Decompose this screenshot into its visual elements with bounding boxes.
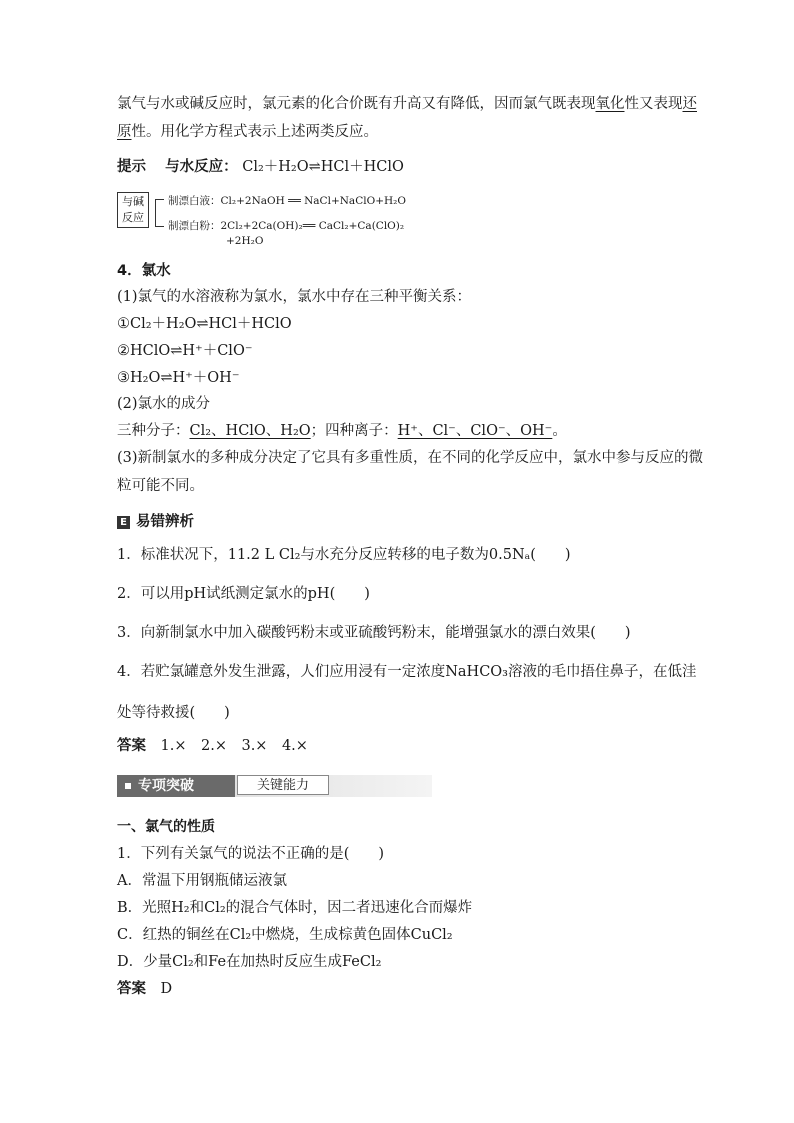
bleach-liquid-label: 制漂白液：: [168, 195, 221, 207]
equilibrium-2: ②HClO⇌H⁺＋ClO⁻: [117, 343, 253, 359]
box-line: 与碱: [122, 195, 144, 208]
equilibrium-3: ③H₂O⇌H⁺＋OH⁻: [117, 370, 240, 386]
period: 。: [552, 423, 567, 439]
bleach-powder-equation-cont: +2H₂O: [226, 235, 264, 247]
reduction-underlined: 原: [117, 124, 132, 140]
option-d: D．少量Cl₂和Fe在加热时反应生成FeCl₂: [117, 954, 382, 970]
error-question-4-line2: 处等待救援( ): [117, 705, 230, 721]
square-icon: [125, 783, 131, 789]
answer-label: 答案: [117, 980, 146, 997]
bleach-liquid-equation: Cl₂+2NaOH ══ NaCl+NaClO+H₂O: [220, 195, 406, 207]
box-line: 反应: [122, 211, 144, 224]
alkali-reaction-box: [117, 192, 149, 228]
error-answer: [117, 736, 308, 756]
option-b: B．光照H₂和Cl₂的混合气体时，因二者迅速化合而爆炸: [117, 900, 473, 916]
error-question-3: 3．向新制氯水中加入碳酸钙粉末或亚硫酸钙粉末，能增强氯水的漂白效果( ): [117, 625, 631, 641]
answer-values: 1.× 2.× 3.× 4.×: [160, 738, 308, 754]
practice-question: 1．下列有关氯气的说法不正确的是( ): [117, 846, 385, 862]
reduction-underlined: 还: [682, 96, 697, 112]
molecules-list: Cl₂、HClO、H₂O: [189, 423, 311, 439]
hint-label: 提示: [117, 158, 146, 175]
banner-left-label: 专项突破: [138, 778, 194, 794]
error-analysis-heading: 易错辨析: [136, 514, 194, 530]
practice-section-title: 一、氯气的性质: [117, 819, 215, 835]
bleach-powder-equation: 2Cl₂+2Ca(OH)₂══ CaCl₂+Ca(ClO)₂: [220, 220, 405, 232]
water-reaction-label: 与水反应：: [165, 158, 238, 175]
answer-label: 答案: [117, 737, 146, 754]
bracket-icon: [155, 199, 164, 227]
intro-line-1: [117, 94, 697, 114]
hint-line: [117, 157, 404, 177]
intro-text: 性。用化学方程式表示上述两类反应。: [131, 124, 378, 140]
oxidation-underlined: 氧化: [595, 96, 625, 112]
intro-line-2: [117, 122, 378, 142]
chlorine-water-p1: (1)氯气的水溶液称为氯水，氯水中存在三种平衡关系：: [117, 289, 472, 305]
intro-text: 性又表现: [624, 96, 683, 112]
answer-value: D: [160, 981, 173, 997]
chlorine-water-p4-line1: (3)新制氯水的多种成分决定了它具有多重性质，在不同的化学反应中，氯水中参与反应的微: [117, 450, 704, 466]
bleach-powder-label: 制漂白粉：: [168, 220, 221, 232]
water-reaction-equation: Cl₂＋H₂O⇌HCl＋HClO: [242, 159, 404, 175]
bleach-powder-row-2: [226, 235, 263, 247]
option-a: A．常温下用钢瓶储运液氯: [117, 873, 287, 889]
intro-text: 氯气与水或碱反应时，氯元素的化合价既有升高又有降低，因而氯气既表现: [117, 96, 596, 112]
ions-list: H⁺、Cl⁻、ClO⁻、OH⁻: [397, 423, 553, 439]
error-question-1: 1．标准状况下，11.2 L Cl₂与水充分反应转移的电子数为0.5Nₐ( ): [117, 547, 571, 563]
ions-label: ；四种离子：: [310, 423, 398, 439]
banner-left: [117, 775, 235, 797]
practice-answer: [117, 979, 172, 999]
chlorine-water-p4-line2: 粒可能不同。: [117, 478, 204, 494]
chlorine-water-p2: (2)氯水的成分: [117, 396, 211, 412]
molecules-label: 三种分子：: [117, 423, 190, 439]
option-c: C．红热的铜丝在Cl₂中燃烧，生成棕黄色固体CuCl₂: [117, 927, 453, 943]
bleach-liquid-row: [168, 193, 406, 208]
error-analysis-icon: E: [117, 516, 130, 529]
chlorine-water-p3: [117, 421, 567, 441]
error-question-4-line1: 4．若贮氯罐意外发生泄露，人们应用浸有一定浓度NaHCO₃溶液的毛巾捂住鼻子，在低洼: [117, 664, 697, 680]
equilibrium-1: ①Cl₂＋H₂O⇌HCl＋HClO: [117, 316, 292, 332]
bleach-powder-row: [168, 218, 404, 233]
error-question-2: 2．可以用pH试纸测定氯水的pH( ): [117, 586, 370, 602]
chlorine-water-heading: 4．氯水: [117, 263, 171, 279]
banner-right: 关键能力: [237, 775, 329, 795]
section-banner: [117, 772, 432, 800]
